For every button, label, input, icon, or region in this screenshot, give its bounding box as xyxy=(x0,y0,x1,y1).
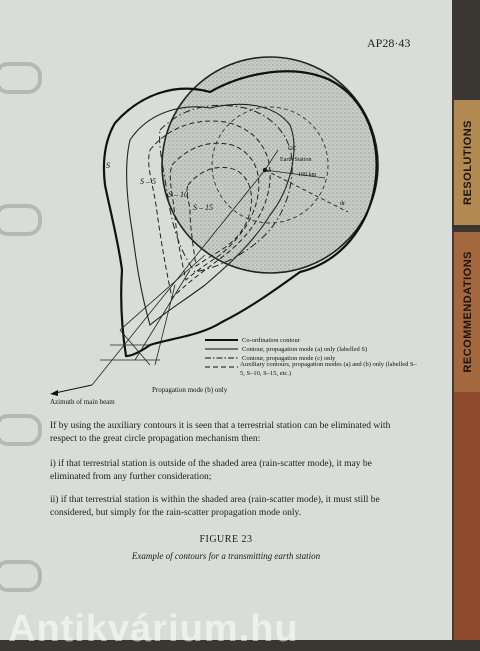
tab-resolutions[interactable] xyxy=(453,100,480,225)
page-reference: AP28·43 xyxy=(367,36,411,50)
legend-item: Co-ordination contour xyxy=(242,337,300,344)
azimuth-arrow xyxy=(55,385,92,393)
intro-paragraph: If by using the auxiliary contours it is seen that a terrestrial station can be eliminated with respect to the great circle propagation mechanism then: xyxy=(50,421,391,444)
azimuth-label: Azimuth of main beam xyxy=(50,398,115,406)
label-s10: S – 10 xyxy=(168,190,188,199)
label-distance: 100 km xyxy=(298,172,317,178)
label-earth-station: Earth Station xyxy=(280,157,312,163)
tab-recommendations-label: RECOMMENDATIONS xyxy=(461,251,474,373)
list-item-2: ii) if that terrestrial station is within the shaded area (rain-scatter mode), it must still be considered, but simply for the rain-scatter propagation mode only. xyxy=(50,495,380,518)
binder-ring xyxy=(0,560,42,592)
watermark: Antikvárium.hu xyxy=(8,608,299,650)
legend-item: Contour, propagation mode (c) only xyxy=(242,355,336,362)
tab-edge xyxy=(453,392,480,640)
list-item-1: i) if that terrestrial station is outside of the shaded area (rain-scatter mode), it may be eliminated from any further consideration; xyxy=(50,459,372,482)
label-s: S xyxy=(106,161,110,170)
label-s5: S – 5 xyxy=(140,177,156,186)
figure-caption: Example of contours for a transmitting earth station xyxy=(131,551,321,561)
legend-item: Contour, propagation mode (a) only (labelled S) xyxy=(242,346,368,353)
legend xyxy=(205,337,420,385)
tab-resolutions-label: RESOLUTIONS xyxy=(461,120,474,205)
tab-recommendations[interactable] xyxy=(453,232,480,392)
label-s15: S – 15 xyxy=(193,203,213,212)
figure-title: FIGURE 23 xyxy=(199,534,253,545)
legend-item: Auxiliary contours, propagation modes (a) and (b) only (labelled S–5, S–10, S–15, etc.) xyxy=(240,361,417,377)
label-gc: GC xyxy=(288,146,297,152)
label-dr: dr xyxy=(340,201,345,207)
mode-b-label: Propagation mode (b) only xyxy=(152,386,228,394)
